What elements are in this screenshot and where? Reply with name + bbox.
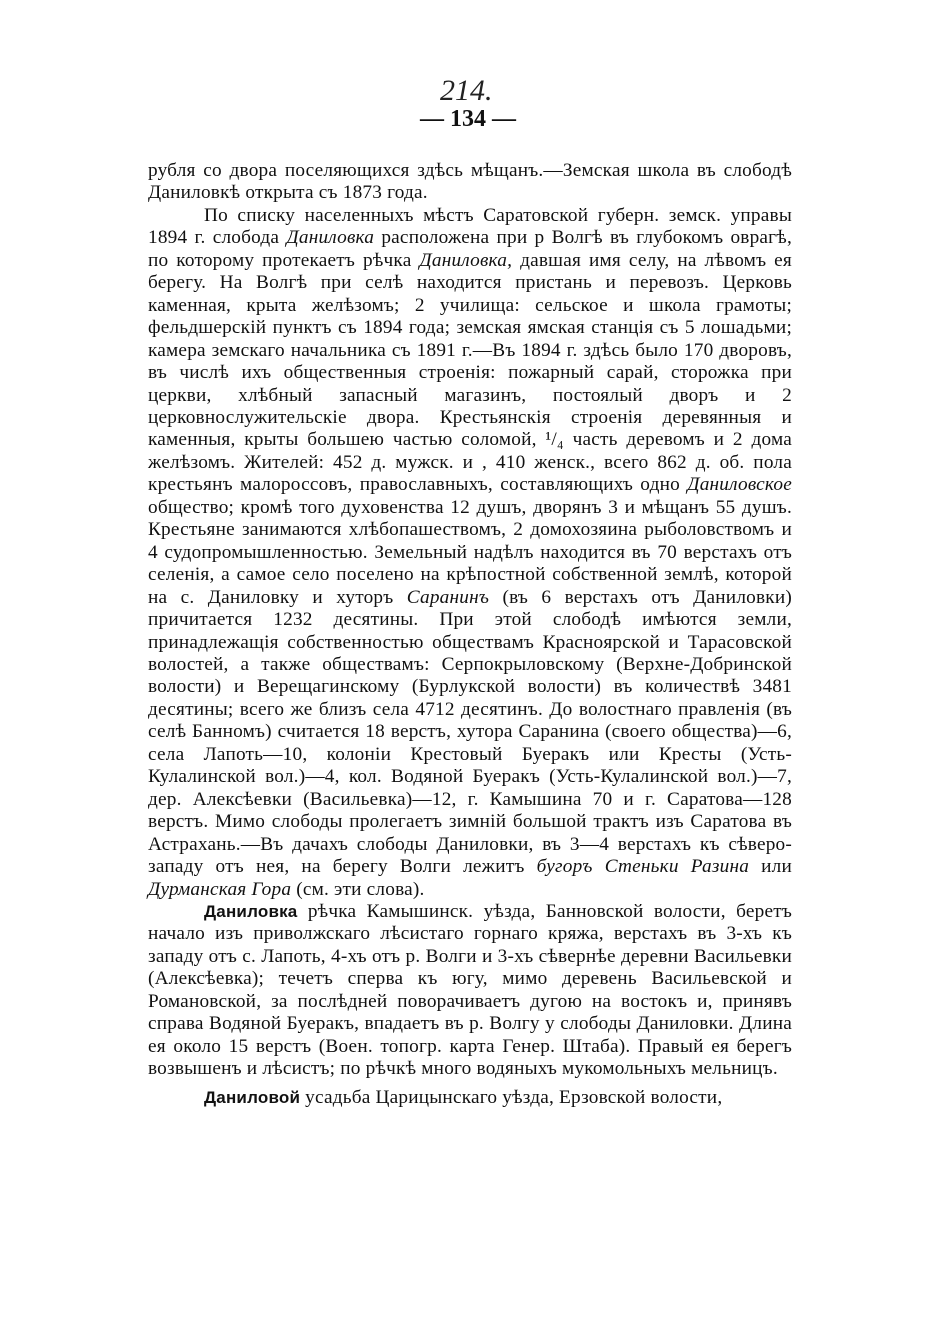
italic-name-durman-hill: Дурманская Гора [148, 878, 292, 900]
italic-name-river: Даниловка, [419, 249, 513, 271]
italic-name-razin-hill: бугоръ Стеньки Разина [536, 856, 750, 878]
text-run: (въ 6 верстахъ отъ Даниловки) причитается 1232 десятины. При этой слободѣ имѣются земли, принадлежащія собственностью обществамъ Краснoярской и Тарасовской волостей, а также обществамъ: Серпокрыловскому (Верхне-Добринской волости) и Верещагинскому (Бурлукской волости) въ количествѣ 3481 десятины; всего же близъ села 4712 десятинъ. До волостнаго правленія (въ селѣ Банномъ) считается 18 верстъ, хутора Саранина (своего общества)—6, села Лапоть—10, колоніи Крестовый Буеракъ или Кресты (Усть-Кулалинской вол.)—4, кол. Водяной Буеракъ (Усть-Кулалинской вол.)—7, дер. Алексѣевки (Васильевка)—12, г. Камышина 70 и г. Саратова—128 верстъ. Мимо слободы пролегаетъ зимній большой трактъ изъ Саратова въ Астрахань.—Въ дачахъ слободы Даниловки, въ 3—4 верстахъ къ сѣверо-западу отъ нея, на берегу Волги лежитъ [148, 586, 792, 878]
text-run: (см. эти слова). [291, 878, 425, 900]
paragraph-continuation: рубля со двора поселяющихся здѣсь мѣщанъ.—Земская школа въ слободѣ Даниловкѣ открыта съ 1873 года. [148, 160, 792, 204]
text-run: давшая имя селу, на лѣвомъ ея берегу. На Волгѣ при селѣ находится пристань и перевозъ. Церковь каменная, крыта желѣзомъ; 2 училища: сельское и школа грамоты; фельдшерскій пунктъ съ 1894 года; земская ямская станція съ 5 лошадьми; камера земскаго начальника съ 1891 г.—Въ 1894 г. здѣсь было 170 дворовъ, въ числѣ ихъ общественныя строенія: пожарный сарай, сторожка при церкви, хлѣбный запасный магазинъ, постоялый дворъ и 2 церковнослужительскіе двора. Крестьянскія строенія деревянныя и каменныя, крыты большею частью соломой, ¹/₄ часть деревомъ и 2 дома желѣзомъ. Жителей: 452 д. мужск. и , 410 женск., всего 862 д. об. пола крестьянъ малороссовъ, православныхъ, составляющихъ одно [148, 249, 792, 496]
paragraph-danilovka-settlement [148, 205, 792, 901]
entry-danilovoy-estate [148, 1087, 792, 1109]
entry-heading: Даниловка [204, 901, 298, 921]
entry-heading: Даниловой [204, 1087, 301, 1107]
handwritten-page-number: 214. [440, 74, 493, 107]
article-body [148, 160, 792, 1109]
entry-text: усадьба Царицынскаго уѣзда, Ерзовской волости, [300, 1086, 723, 1108]
text-run: или [749, 856, 793, 878]
entry-danilovka-river [148, 901, 792, 1081]
italic-name-danilovka: Даниловка [286, 227, 375, 249]
text-run: общество; кромѣ того духовенства 12 душъ, дворянъ 3 и мѣщанъ 55 душъ. Крестьяне занимаются хлѣбопашествомъ, 2 домохозяина рыболовствомъ и 4 судопромышленностью. Земельный надѣлъ находится въ 70 верстахъ отъ селенія, а самое село поселено на крѣпостной собственной землѣ, которой на с. Даниловку и хуторъ [148, 496, 792, 608]
printed-page-number: — 134 — [420, 106, 516, 132]
italic-name-saranin: Саранинъ [406, 586, 490, 608]
entry-text: рѣчка Камышинск. уѣзда, Банновской волости, беретъ начало изъ приволжскаго лѣсистаго горнаго кряжа, верстахъ въ 3-хъ къ западу отъ с. Лапоть, 4-хъ отъ р. Волги и 3-хъ сѣвернѣе деревни Васильевки (Алексѣевка); течетъ сперва къ югу, мимо деревень Васильевской и Романовской, за послѣдней поворачиваетъ дугою на востокъ и, принявъ справа Водяной Буеракъ, впадаетъ въ р. Волгу у слободы Даниловки. Длина ея около 15 верстъ (Воен. топогр. карта Генер. Штаба). Правый ея берегъ возвышенъ и лѣсистъ; по рѣчкѣ много водяныхъ мукомольныхъ мельницъ. [148, 900, 792, 1080]
italic-name-society: Даниловское [687, 474, 792, 496]
text-run: расположена при р Волгѣ въ глубокомъ оврагѣ, по которому протекаетъ рѣчка [148, 227, 792, 271]
text-run: По списку населенныхъ мѣстъ Саратовской губерн. земск. управы 1894 г. слобода [148, 204, 792, 249]
